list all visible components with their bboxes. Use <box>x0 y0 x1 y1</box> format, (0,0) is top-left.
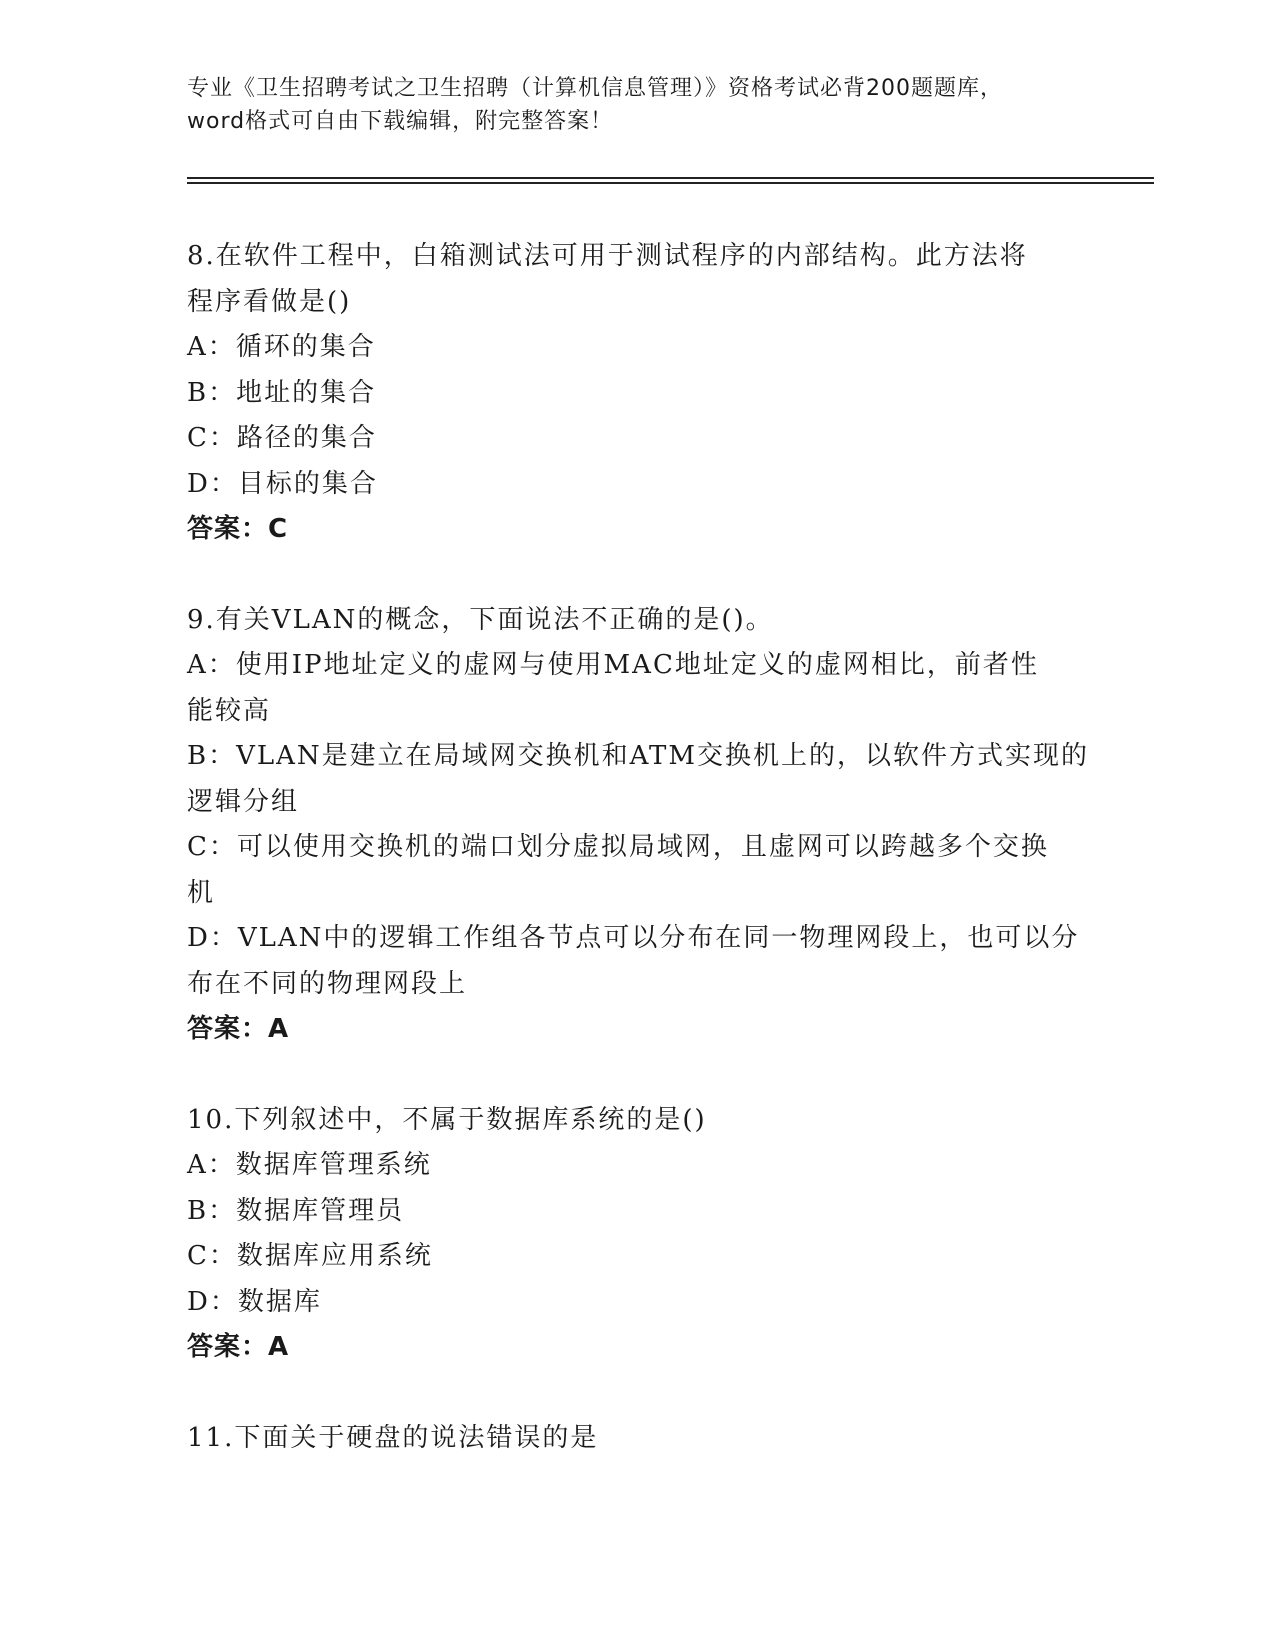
question-8 <box>187 234 1087 553</box>
question-stem: 11.下面关于硬盘的说法错误的是 <box>187 1422 599 1453</box>
question-stem: 9.有关VLAN的概念，下面说法不正确的是()。 <box>187 604 774 635</box>
option-d: D：数据库 <box>187 1286 322 1317</box>
answer: 答案：C <box>187 514 289 544</box>
question-11 <box>187 1416 1087 1462</box>
document-header <box>187 72 1087 138</box>
option-a: A：循环的集合 <box>187 332 376 362</box>
option-c-continued: 机 <box>187 877 216 908</box>
option-c: C：可以使用交换机的端口划分虚拟局域网，且虚网可以跨越多个交换 <box>187 832 1049 862</box>
option-c: C：数据库应用系统 <box>187 1241 433 1271</box>
question-stem: 8.在软件工程中，白箱测试法可用于测试程序的内部结构。此方法将 <box>187 241 1028 271</box>
question-10 <box>187 1098 1087 1371</box>
header-line-1: 专业《卫生招聘考试之卫生招聘（计算机信息管理）》资格考试必背200题题库， <box>187 76 1003 101</box>
option-b: B：数据库管理员 <box>187 1195 405 1226</box>
question-9 <box>187 598 1087 1053</box>
header-line-2: word格式可自由下载编辑，附完整答案！ <box>187 109 614 134</box>
option-b: B：地址的集合 <box>187 377 377 408</box>
option-a: A：使用IP地址定义的虚网与使用MAC地址定义的虚网相比，前者性 <box>187 650 1039 680</box>
header-divider-top <box>187 177 1154 179</box>
question-stem: 10.下列叙述中，不属于数据库系统的是() <box>187 1104 707 1135</box>
option-a-continued: 能较高 <box>187 695 272 726</box>
option-d: D：目标的集合 <box>187 468 378 499</box>
header-divider-bottom <box>187 182 1154 184</box>
option-d: D：VLAN中的逻辑工作组各节点可以分布在同一物理网段上，也可以分 <box>187 923 1080 953</box>
question-list <box>187 234 1087 1506</box>
question-stem: 程序看做是() <box>187 286 352 317</box>
option-d-continued: 布在不同的物理网段上 <box>187 968 468 999</box>
option-b: B：VLAN是建立在局域网交换机和ATM交换机上的，以软件方式实现的 <box>187 741 1089 771</box>
answer: 答案：A <box>187 1014 290 1044</box>
option-c: C：路径的集合 <box>187 423 377 453</box>
answer: 答案：A <box>187 1332 290 1362</box>
option-b-continued: 逻辑分组 <box>187 786 300 817</box>
option-a: A：数据库管理系统 <box>187 1150 432 1180</box>
